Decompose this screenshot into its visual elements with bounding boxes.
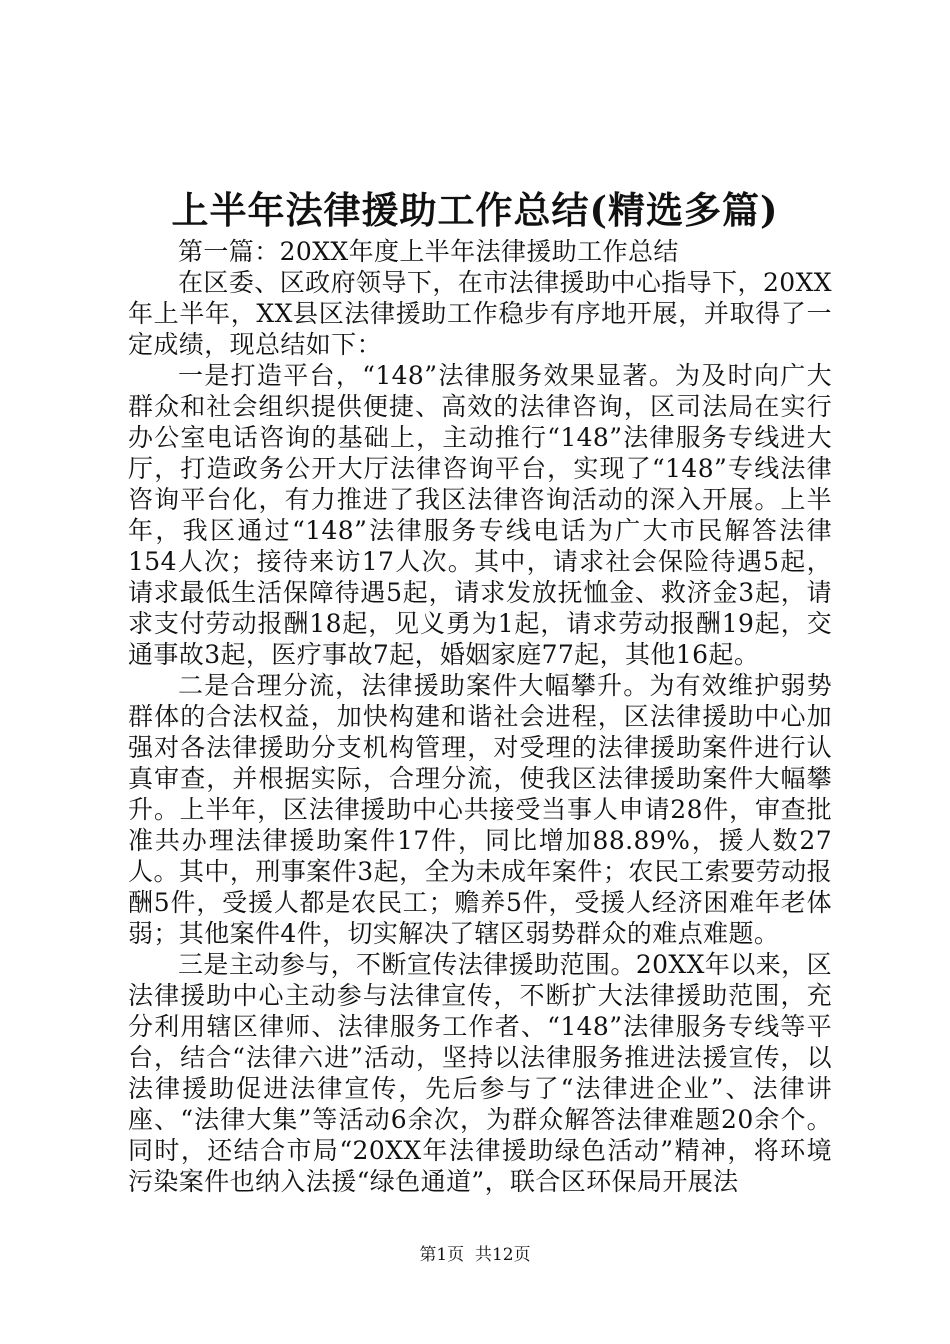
paragraph-publicity: 三是主动参与，不断宣传法律援助范围。20XX年以来，区法律援助中心主动参与法律宣传，不断扩大法律援助范围，充分利用辖区律师、法律服务工作者、“148”法律服务专线等平台，结合“法律六进”活动，坚持以法律服务推进法援宣传，以法律援助促进法律宣传，先后参与了“法律进企业”、法律讲座、“法律大集”等活动6余次，为群众解答法律难题20余个。同时，还结合市局“20XX年法律援助绿色活动”精神，将环境污染案件也纳入法援“绿色通道”，联合区环保局开展法 bbox=[128, 950, 832, 1196]
paragraph-platform: 一是打造平台，“148”法律服务效果显著。为及时向广大群众和社会组织提供便捷、高效的法律咨询，区司法局在实行办公室电话咨询的基础上，主动推行“148”法律服务专线进大厅，打造政务公开大厅法律咨询平台，实现了“148”专线法律咨询平台化，有力推进了我区法律咨询活动的深入开展。上半年，我区通过“148”法律服务专线电话为广大市民解答法律154人次；接待来访17人次。其中，请求社会保险待遇5起，请求最低生活保障待遇5起，请求发放抚恤金、救济金3起，请求支付劳动报酬18起，见义勇为1起，请求劳动报酬19起，交通事故3起，医疗事故7起，婚姻家庭77起，其他16起。 bbox=[128, 361, 832, 669]
document-body bbox=[128, 236, 832, 1197]
paragraph-cases: 二是合理分流，法律援助案件大幅攀升。为有效维护弱势群体的合法权益，加快构建和谐社会进程，区法律援助中心加强对各法律援助分支机构管理，对受理的法律援助案件进行认真审查，并根据实际，合理分流，使我区法律援助案件大幅攀升。上半年，区法律援助中心共接受当事人申请28件，审查批准共办理法律援助案件17件，同比增加88.89%，援人数27人。其中，刑事案件3起，全为未成年案件；农民工索要劳动报酬5件，受援人都是农民工；赡养5件，受援人经济困难年老体弱；其他案件4件，切实解决了辖区弱势群众的难点难题。 bbox=[128, 671, 832, 948]
page-number-footer: 第1页 共12页 bbox=[419, 1245, 531, 1265]
intro-paragraph: 在区委、区政府领导下，在市法律援助中心指导下，20XX年上半年，XX县区法律援助工作稳步有序地开展，并取得了一定成绩，现总结如下： bbox=[128, 268, 832, 359]
section-heading: 第一篇：20XX年度上半年法律援助工作总结 bbox=[178, 237, 679, 266]
document-title: 上半年法律援助工作总结(精选多篇) bbox=[171, 188, 779, 232]
